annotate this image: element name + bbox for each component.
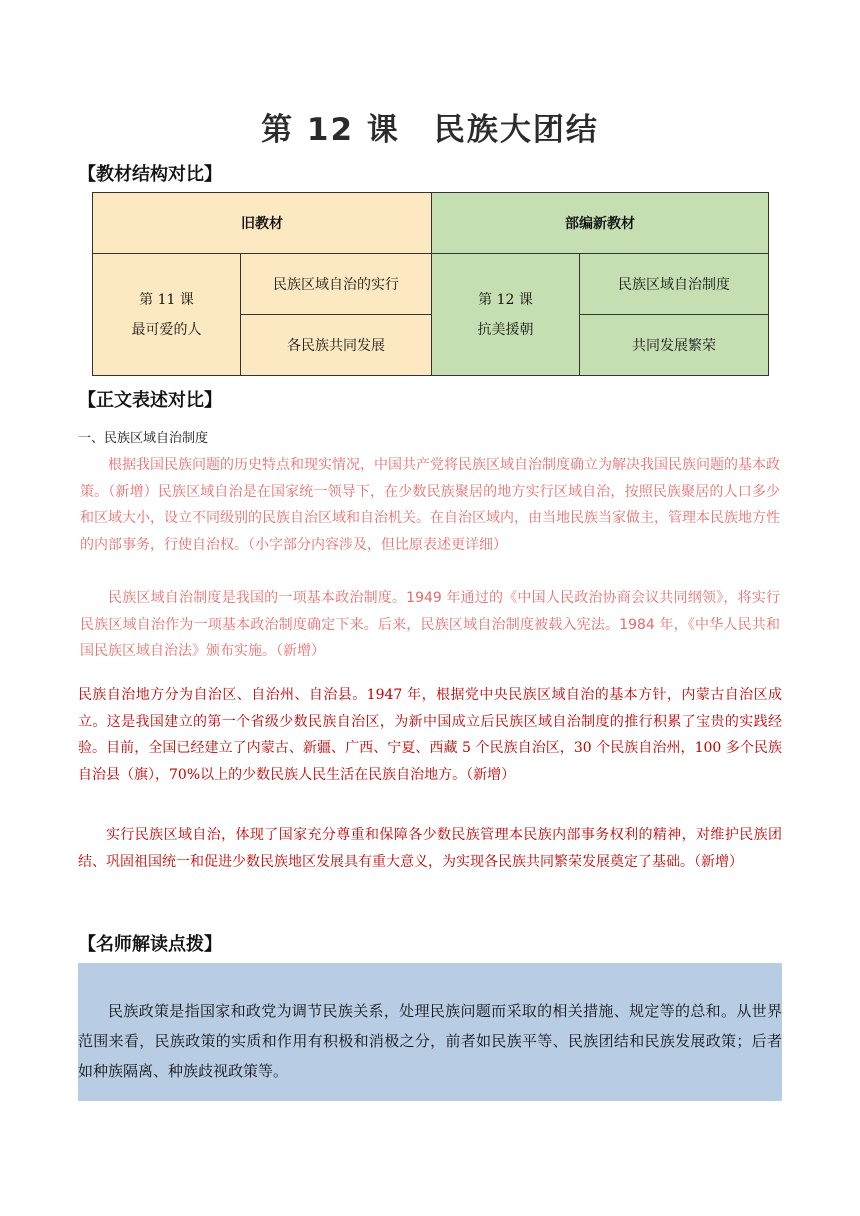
paragraph-autonomous-regions: 民族自治地方分为自治区、自治州、自治县。1947 年，根据党中央民族区域自治的基本方针，内蒙古自治区成立。这是我国建立的第一个省级少数民族自治区，为新中国成立后民族区域自治制度的推行积累了宝贵的实践经验。目前，全国已经建立了内蒙古、新疆、广西、宁夏、西藏 5 个民族自治区，30 个民族自治州，100 多个民族自治县（旗），70%以上的少数民族人民生活在民族自治地方。（新增）: [78, 687, 782, 783]
lesson-name: 民族大团结: [433, 112, 599, 148]
structure-comparison-table: [92, 192, 769, 376]
old-lesson-cell: [93, 254, 241, 376]
new-textbook-header: 部编新教材: [432, 193, 769, 254]
old-item: 民族区域自治的实行: [241, 254, 432, 315]
teacher-notes-heading: 【名师解读点拨】: [78, 934, 222, 955]
teacher-note-text: 民族政策是指国家和政党为调节民族关系，处理民族问题而采取的相关措施、规定等的总和。从世界范围来看，民族政策的实质和作用有积极和消极之分，前者如民族平等、民族团结和民族发展政策；后者如种族隔离、种族歧视政策等。: [78, 1002, 782, 1080]
structure-heading: 【教材结构对比】: [78, 164, 222, 185]
old-lesson-title: 最可爱的人: [131, 321, 202, 338]
faded-paragraph-2: 民族区域自治制度是我国的一项基本政治制度。1949 年通过的《中国人民政治协商会议共同纲领》，将实行民族区域自治作为一项基本政治制度确定下来。后来，民族区域自治制度被载入宪法。1984 年，《中华人民共和国民族区域自治法》颁布实施。（新增）: [80, 590, 780, 659]
lesson-number: 第 12 课: [261, 112, 400, 148]
page-title: [0, 104, 860, 149]
old-item: 各民族共同发展: [241, 315, 432, 376]
new-item: 共同发展繁荣: [580, 315, 769, 376]
paragraph-significance: 实行民族区域自治，体现了国家充分尊重和保障各少数民族管理本民族内部事务权利的精神，对维护民族团结、巩固祖国统一和促进少数民族地区发展具有重大意义，为实现各民族共同繁荣发展奠定了基础。（新增）: [78, 827, 782, 870]
new-lesson-title: 抗美援朝: [477, 321, 534, 338]
new-item: 民族区域自治制度: [580, 254, 769, 315]
new-lesson-cell: [432, 254, 580, 376]
old-lesson-number: 第 11 课: [139, 291, 194, 308]
old-textbook-header: 旧教材: [93, 193, 432, 254]
text-compare-heading: 【正文表述对比】: [78, 390, 222, 411]
new-lesson-number: 第 12 课: [478, 291, 533, 308]
faded-paragraph-1: 根据我国民族问题的历史特点和现实情况，中国共产党将民族区域自治制度确立为解决我国民族问题的基本政策。（新增）民族区域自治是在国家统一领导下，在少数民族聚居的地方实行区域自治，按照民族聚居的人口多少和区域大小，设立不同级别的民族自治区域和自治机关。在自治区域内，由当地民族当家做主，管理本民族地方性的内部事务，行使自治权。（小字部分内容涉及，但比原表述更详细）: [80, 457, 780, 553]
section-1-heading: 一、民族区域自治制度: [78, 431, 209, 446]
